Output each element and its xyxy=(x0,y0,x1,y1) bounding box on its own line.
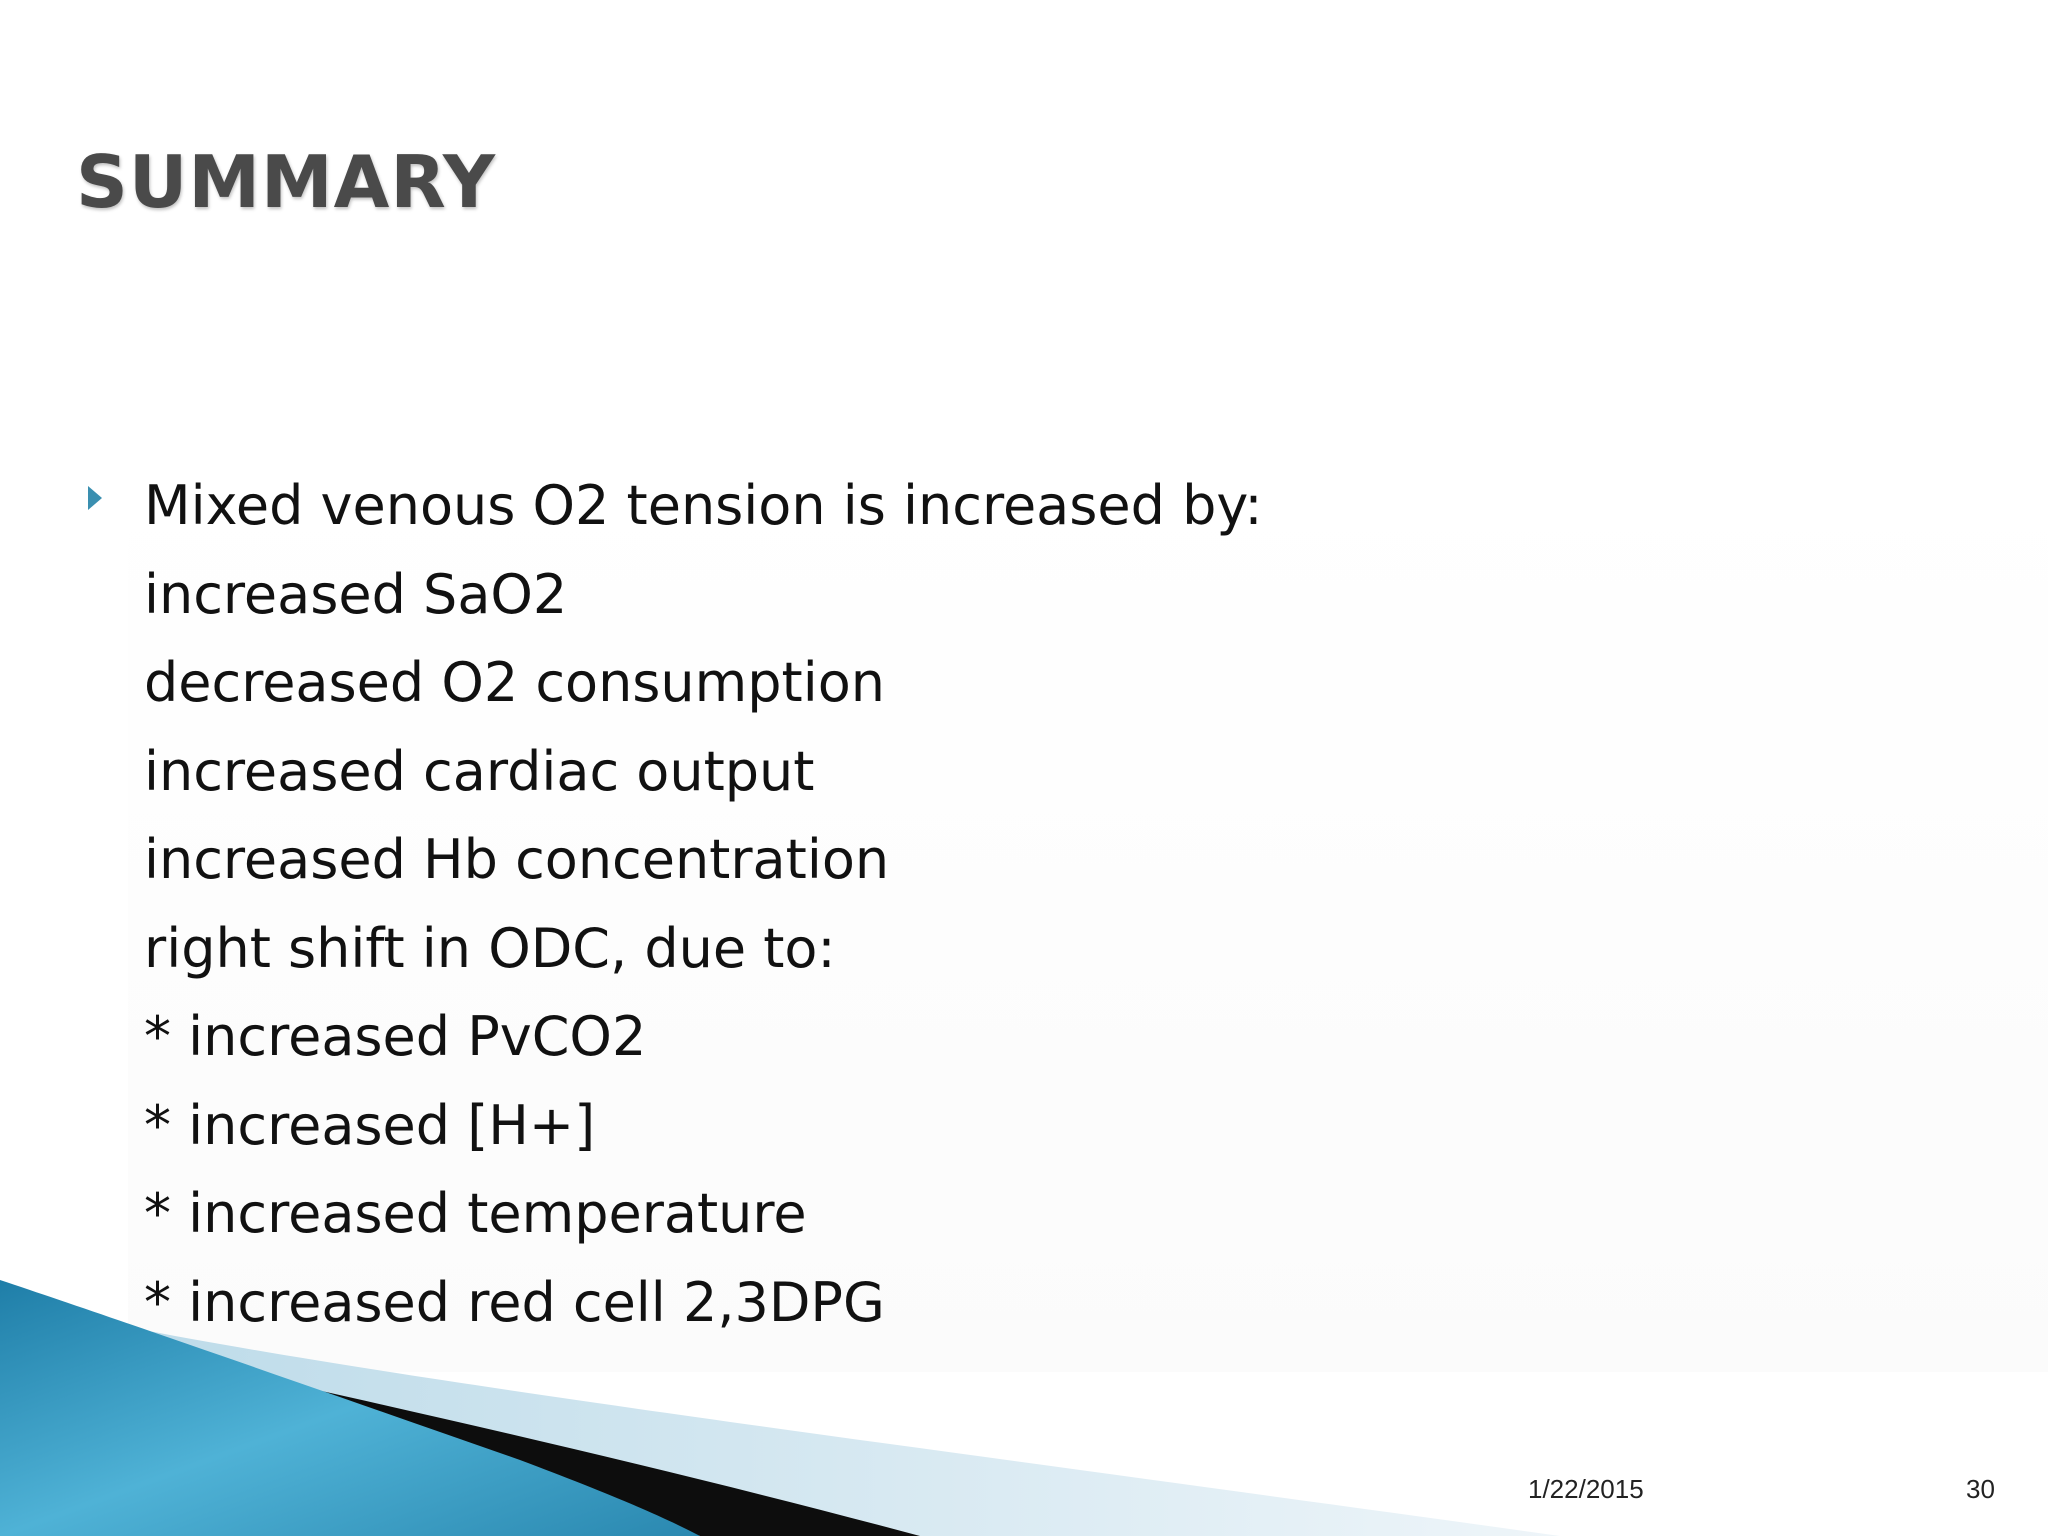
list-item: Mixed venous O2 tension is increased by: xyxy=(144,474,1263,537)
bullet-arrow-icon xyxy=(88,486,102,510)
list-item: * increased [H+] xyxy=(144,1093,596,1157)
list-item: * increased PvCO2 xyxy=(144,1005,647,1068)
decorative-corner-swoosh xyxy=(0,1280,1560,1536)
slide-title: SUMMARY xyxy=(76,140,496,224)
list-item: * increased temperature xyxy=(144,1182,807,1245)
list-item: increased cardiac output xyxy=(144,739,815,803)
list-item: * increased red cell 2,3DPG xyxy=(144,1270,885,1334)
list-item: decreased O2 consumption xyxy=(144,651,885,714)
footer-page-number: 30 xyxy=(1966,1474,1995,1504)
list-item: right shift in ODC, due to: xyxy=(144,916,836,980)
list-item: increased Hb concentration xyxy=(144,828,890,891)
footer-date: 1/22/2015 xyxy=(1528,1474,1644,1504)
list-item: increased SaO2 xyxy=(144,562,568,626)
bullet-list xyxy=(144,462,1263,1347)
